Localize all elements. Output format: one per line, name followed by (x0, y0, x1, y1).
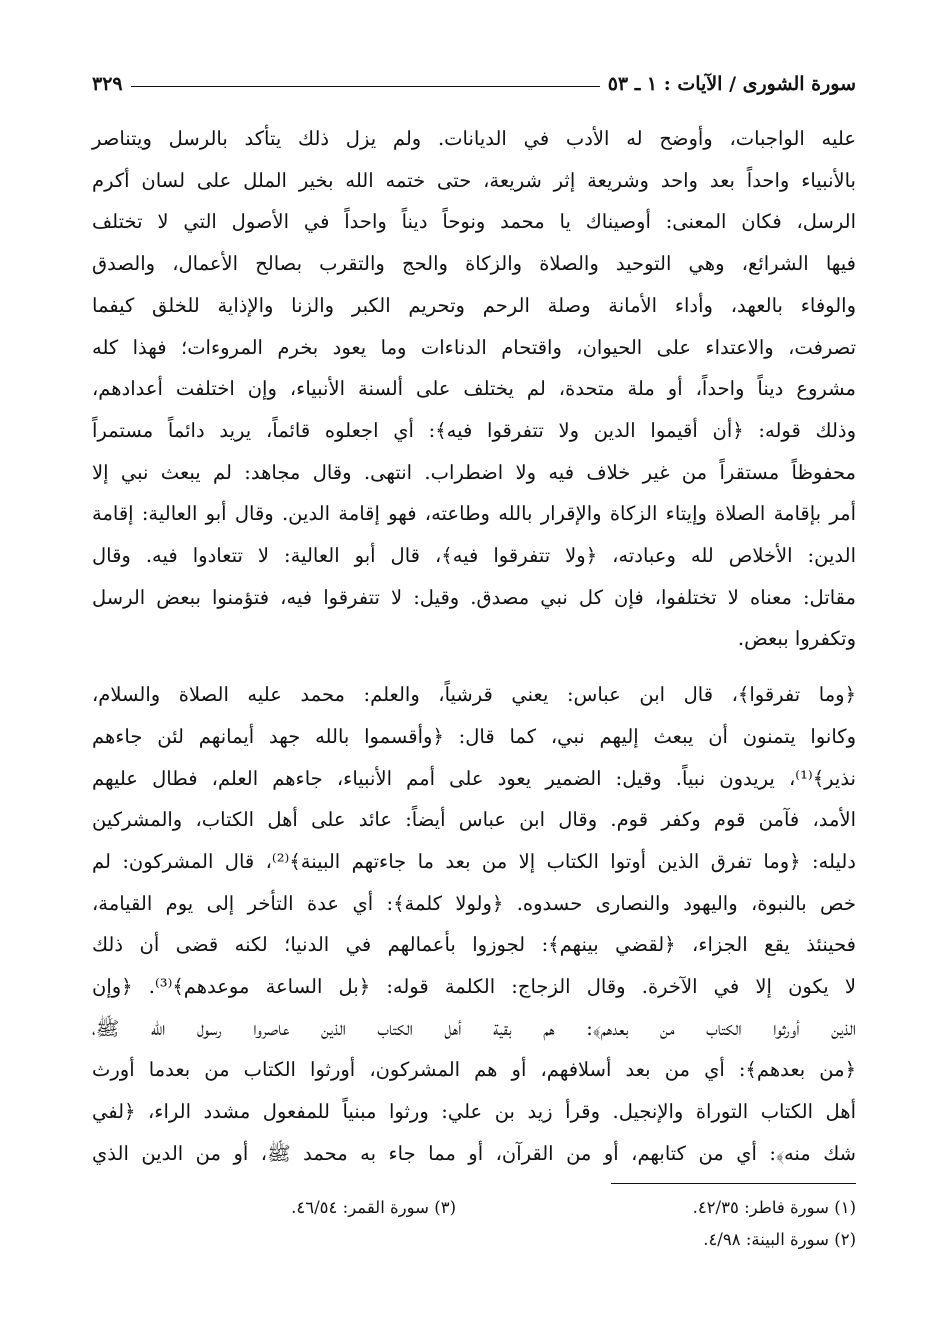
text-line: لا يكون إلا في الآخرة. وقال الزجاج: الكلمة قوله: ﴿بل الساعة موعدهم﴾⁽³⁾. ﴿وإن (92, 975, 856, 999)
text-line: أهل الكتاب التوراة والإنجيل. وقرأ زيد بن علي: ورثوا مبنياً للمفعول مشدد الراء، ﴿لفي (92, 1100, 856, 1124)
footnote-rule (611, 1183, 856, 1184)
text-line: والوفاء بالعهد، وأداء الأمانة وصلة الرحم وتحريم الكبر والزنا والإذاية للخلق كيفما (92, 293, 856, 317)
body-text (92, 118, 856, 1175)
text-line: محفوظاً مستقراً من غير خلاف فيه ولا اضطراب. انتهى. وقال مجاهد: لم يبعث نبي إلا (92, 460, 856, 484)
text-line: دليله: ﴿وما تفرق الذين أوتوا الكتاب إلا من بعد ما جاءتهم البينة﴾⁽²⁾، قال المشركون: لم (92, 849, 856, 873)
running-head (92, 70, 856, 98)
text-line: مقاتل: معناه لا تختلفوا، فإن كل نبي مصدق. وقيل: لا تتفرقوا فيه، فتؤمنوا ببعض الرسل (92, 585, 856, 609)
text-line: شك منه﴾: أي من كتابهم، أو من القرآن، أو مما جاء به محمد ﷺ، أو من الدين الذي (92, 1141, 856, 1165)
footnote-3: (٣) سورة القمر: ٤٦/٥٤. (291, 1198, 456, 1217)
text-line: عليه الواجبات، وأوضح له الأدب في الديانات. ولم يزل ذلك يتأكد بالرسل ويتناصر (92, 127, 856, 150)
running-head-rule (131, 86, 600, 87)
text-line: ﴿من بعدهم﴾: أي من بعد أسلافهم، أو هم المشركون، أورثوا الكتاب من بعدما أورث (92, 1058, 856, 1082)
text-line: وذلك قوله: ﴿أن أقيموا الدين ولا تتفرقوا فيه﴾: أي اجعلوه قائماً، يريد دائماً مستمراً (92, 418, 856, 442)
text-line: مشروع ديناً واحداً، أو ملة متحدة، لم يختلف على ألسنة الأنبياء، وإن اختلفت أعدادهم، (92, 377, 856, 401)
footnote-row (92, 1192, 856, 1224)
text-line: ﴿وما تفرقوا﴾، قال ابن عباس: يعني قرشياً، والعلم: محمد عليه الصلاة والسلام، (92, 683, 856, 707)
text-line: الرسل، فكان المعنى: أوصيناك يا محمد ونوحاً ديناً واحداً في الأصول التي لا تختلف (92, 210, 856, 234)
text-line: فحينئذ يقع الجزاء، ﴿لقضي بينهم﴾: لجوزوا بأعمالهم في الدنيا؛ لكنه قضى أن ذلك (92, 933, 856, 957)
footnote-1: (١) سورة فاطر: ٤٢/٣٥. (692, 1198, 856, 1217)
text-line: خص بالنبوة، واليهود والنصارى حسدوه. ﴿ولولا كلمة﴾: أي عدة التأخر إلى يوم القيامة، (92, 891, 856, 915)
text-line: تصرفت، والاعتداء على الحيوان، واقتحام الدناءات وما يعود بخرم المروءات؛ فهذا كله (92, 335, 856, 359)
footnote-2: (٢) سورة البينة: ٤/٩٨. (703, 1230, 856, 1249)
footnotes (92, 1192, 856, 1256)
text-line: بالأنبياء واحداً بعد واحد وشريعة إثر شريعة، حتى ختمه الله بخير الملل على لسان أكرم (92, 168, 856, 192)
footnote-row (92, 1224, 856, 1256)
text-line: أمر بإقامة الصلاة وإيتاء الزكاة والإقرار بالله وطاعته، فهو إقامة الدين. وقال أبو العالية: إقامة (92, 502, 856, 526)
text-line: الأمد، فآمن قوم وكفر قوم. وقال ابن عباس أيضاً: عائد على أهل الكتاب، والمشركين (92, 808, 856, 832)
text-line: الدين: الأخلاص لله وعبادته، ﴿ولا تتفرقوا فيه﴾، قال أبو العالية: لا تتعادوا فيه. وقال (92, 544, 856, 568)
page-number: ٣٢٩ (92, 73, 123, 95)
text-line: نذير﴾⁽¹⁾، يريدون نبياً. وقيل: الضمير يعود على أمم الأنبياء، جاءهم العلم، فطال عليهم (92, 766, 856, 790)
running-head-title: سورة الشورى / الآيات : ١ ـ ٥٣ (607, 73, 856, 95)
text-line: وتكفروا ببعض. (737, 627, 856, 651)
text-line: فيها الشرائع، وهي التوحيد والصلاة والزكاة والحج والتقرب بصالح الأعمال، والصدق (92, 252, 856, 276)
text-line: وكانوا يتمنون أن يبعث إليهم نبي، كما قال: ﴿وأقسموا بالله جهد أيمانهم لئن جاءهم (92, 724, 856, 748)
text-line: الذين أورثوا الكتاب من بعدهم﴾: هم بقية أهل الكتاب الذين عاصروا رسول الله ﷺ، (92, 1016, 856, 1040)
paragraph-gap (92, 660, 856, 674)
